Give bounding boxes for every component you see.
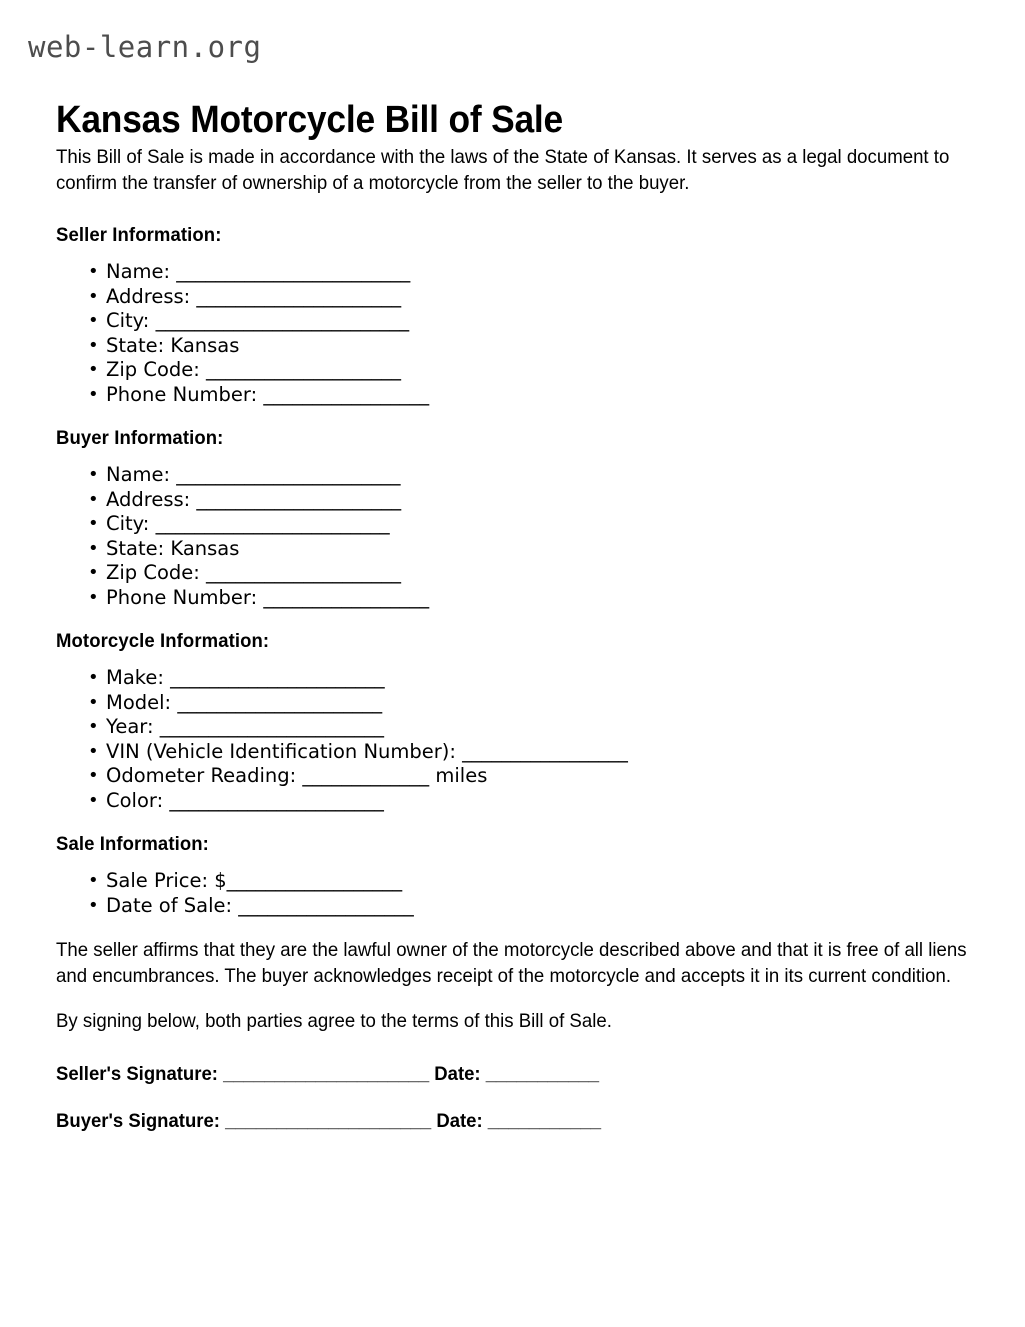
motorcycle-information-fields [56,666,976,813]
site-watermark: web-learn.org [28,30,262,64]
list-item: • Zip Code: ____________________ [106,561,976,586]
list-item: • Sale Price: $__________________ [106,869,976,894]
buyer-signature-line: Buyer's Signature: ____________________ Date: ___________ [56,1109,602,1132]
page-title: Kansas Motorcycle Bill of Sale [56,99,564,142]
list-item: • Model: _____________________ [106,691,976,716]
buyer-information-heading: Buyer Information: [56,427,224,449]
affirmation-paragraph: The seller affirms that they are the lawful owner of the motorcycle described above and that it is free of all liens and encumbrances. The buyer acknowledges receipt of the motorcycle and accepts it in its current condition. [56,939,967,987]
list-item: • State: Kansas [106,537,976,562]
seller-information-fields [56,260,976,407]
document-body [56,145,976,1134]
agreement-paragraph: By signing below, both parties agree to the terms of this Bill of Sale. [56,1010,612,1032]
list-item: • State: Kansas [106,334,976,359]
list-item: • Address: _____________________ [106,285,976,310]
sale-information-heading: Sale Information: [56,833,209,855]
list-item: • Phone Number: _________________ [106,586,976,611]
list-item: • Zip Code: ____________________ [106,358,976,383]
buyer-information-fields [56,463,976,610]
seller-signature-line: Seller's Signature: ____________________ Date: ___________ [56,1062,600,1085]
list-item: • Color: ______________________ [106,789,976,814]
seller-information-heading: Seller Information: [56,224,222,246]
list-item: • VIN (Vehicle Identification Number): _________________ [106,740,976,765]
list-item: • Name: ________________________ [106,260,976,285]
list-item: • Name: _______________________ [106,463,976,488]
motorcycle-information-heading: Motorcycle Information: [56,630,270,652]
intro-paragraph: This Bill of Sale is made in accordance with the laws of the State of Kansas. It serves as a legal document to confirm the transfer of ownership of a motorcycle from the seller to the buyer. [56,146,950,194]
list-item: • Make: ______________________ [106,666,976,691]
sale-information-fields [56,869,976,918]
list-item: • City: __________________________ [106,309,976,334]
list-item: • Date of Sale: __________________ [106,894,976,919]
list-item: • City: ________________________ [106,512,976,537]
list-item: • Year: _______________________ [106,715,976,740]
list-item: • Phone Number: _________________ [106,383,976,408]
list-item: • Address: _____________________ [106,488,976,513]
list-item: • Odometer Reading: _____________ miles [106,764,976,789]
